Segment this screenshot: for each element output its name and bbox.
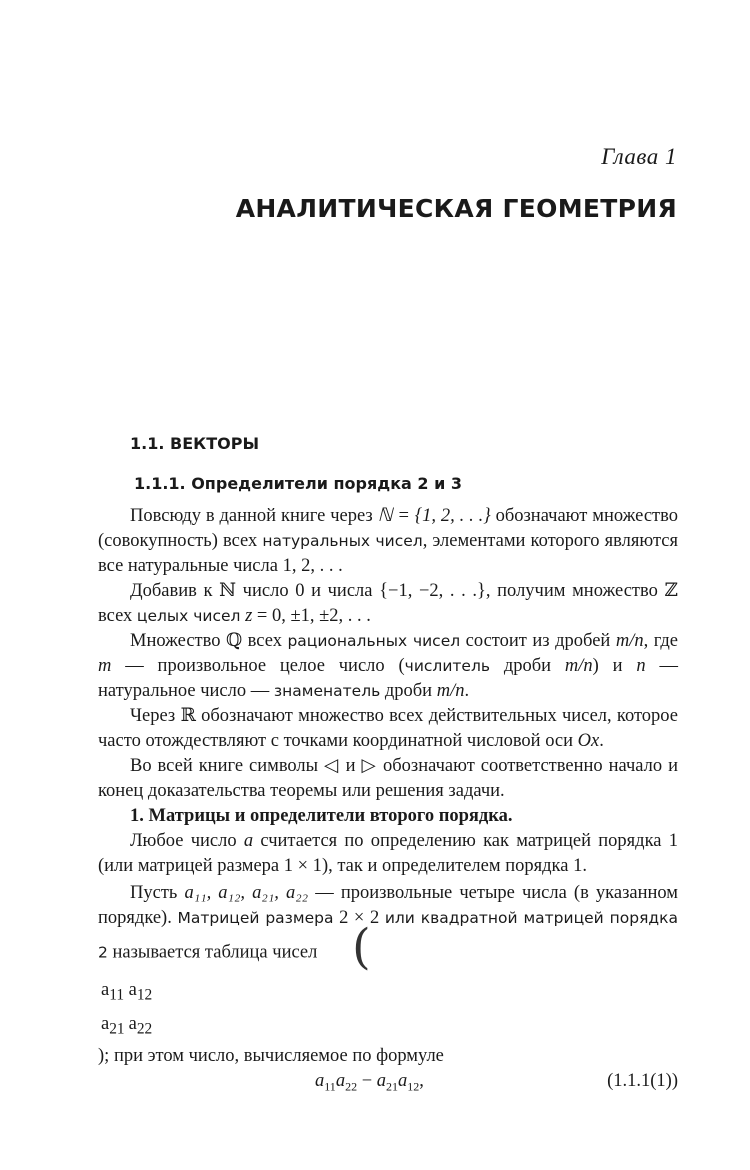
text: . — [599, 731, 604, 751]
math-inline: 0 — [295, 581, 305, 601]
text: дроби — [490, 656, 565, 676]
text: Любое число — [130, 831, 244, 851]
text: — натуральное число — — [98, 656, 679, 701]
text: обозначают множество всех действительных чисел, которое часто отождествляют с точками координатной числовой оси — [98, 706, 678, 751]
math-inline: ℕ — [219, 581, 237, 601]
matrix-cell: $a_{11}$ — [101, 980, 125, 1004]
math-inline: ℤ — [664, 581, 679, 601]
text: всех — [242, 631, 288, 651]
text: всех — [98, 606, 137, 626]
text: ; — [104, 1046, 110, 1067]
paragraph-rationals — [98, 629, 678, 704]
equation-number: (1.1.1(1)) — [607, 1071, 678, 1091]
math-inline: m/n — [615, 631, 644, 651]
math-inline: ℚ — [226, 631, 243, 651]
text: при этом число, вычисляемое по формуле — [109, 1046, 444, 1067]
text: Во всей книге символы — [130, 756, 325, 776]
math-inline: n — [636, 656, 646, 676]
paragraph-reals — [98, 704, 678, 754]
term-highlight: Матрицей размера — [177, 909, 334, 927]
bold-run-in-heading: 1. Матрицы и определители второго порядка. — [130, 806, 513, 826]
paragraph-natural-numbers — [98, 504, 678, 579]
text: Повсюду в данной книге через — [130, 506, 378, 526]
matrix-cell: $a_{22}$ — [128, 1013, 153, 1038]
text: , элементами которого являются все натуральные числа — [98, 531, 678, 576]
math-inline: a₁₁, a₁₂, a₂₁, a₂₂ — [184, 883, 309, 903]
proof-start-symbol: ◁ — [324, 756, 340, 776]
paragraph-order-one — [98, 829, 678, 879]
term-highlight: знаменатель — [273, 682, 381, 700]
paragraph-symbols — [98, 754, 678, 804]
text: и числа — [304, 581, 380, 601]
math-inline: {−1, −2, . . .} — [379, 581, 486, 601]
text: обозначают соответственно начало и конец доказательства теоремы или решения задачи. — [98, 756, 678, 801]
text: состоит из дробей — [460, 631, 616, 651]
term-highlight: рациональных чисел — [287, 632, 461, 650]
section-heading: 1.1. ВЕКТОРЫ — [130, 434, 260, 453]
matrix-table — [98, 975, 155, 1044]
text: Пусть — [130, 883, 185, 903]
term-highlight: целых чисел — [136, 607, 241, 625]
text: Добавив к — [130, 581, 220, 601]
display-formula — [98, 1071, 678, 1097]
math-inline: ℝ — [180, 706, 196, 726]
text: называется таблица чисел — [107, 942, 322, 963]
paragraph-matrix-definition — [98, 881, 678, 975]
text: Через — [130, 706, 181, 726]
text: — произвольные четыре числа (в указанном порядке). — [98, 883, 679, 928]
text: считается по определению как матрицей порядка 1 (или матрицей размера — [98, 831, 678, 876]
body-text — [98, 504, 678, 1069]
matrix-cell: $a_{12}$ — [128, 980, 153, 1004]
math-inline: Ox — [577, 731, 600, 751]
text: . — [464, 681, 470, 701]
text: — произвольное целое число ( — [111, 656, 405, 676]
text: и — [339, 756, 362, 776]
matrix-2x2 — [322, 919, 371, 975]
text: обозначают множество (совокупность) всех — [98, 506, 678, 551]
math-inline: 2 × 2 — [333, 908, 385, 928]
paragraph-integers — [98, 579, 678, 629]
subsection-heading: 1.1.1. Определители порядка 2 и 3 — [134, 474, 463, 493]
term-highlight: числитель — [404, 657, 490, 675]
chapter-title: АНАЛИТИЧЕСКАЯ ГЕОМЕТРИЯ — [235, 194, 677, 223]
formula-expression: $a_{11}a_{22} - a_{21}a_{12}$, — [315, 1071, 424, 1094]
paragraph-subheading — [98, 804, 678, 829]
term-highlight: или квадратной матрицей порядка 2 — [98, 909, 679, 962]
math-inline: 1 × 1 — [283, 856, 322, 876]
right-paren-icon: ) — [98, 1046, 105, 1067]
math-inline: m — [98, 656, 112, 676]
math-inline: = 0, ±1, ±2, . . . — [252, 606, 371, 626]
math-inline: m/n — [564, 656, 593, 676]
text: число — [236, 581, 296, 601]
chapter-label: Глава 1 — [601, 144, 677, 169]
math-inline: ℕ = {1, 2, . . .} — [377, 506, 491, 526]
term-highlight: натуральных чисел — [262, 532, 423, 550]
text: ), так и определителем порядка 1. — [321, 856, 587, 876]
text: , где — [643, 631, 679, 651]
matrix-cell: $a_{21}$ — [101, 1013, 125, 1038]
math-inline: a — [243, 831, 254, 851]
math-inline: m/n — [436, 681, 465, 701]
math-inline: z — [245, 606, 253, 626]
text: ) и — [592, 656, 637, 676]
math-inline: 1, 2, . . . — [282, 556, 343, 576]
text: , получим множество — [485, 581, 665, 601]
proof-end-symbol: ▷ — [361, 756, 378, 776]
text: дроби — [380, 681, 437, 701]
left-paren-icon: ( — [351, 919, 371, 975]
text: Множество — [130, 631, 227, 651]
